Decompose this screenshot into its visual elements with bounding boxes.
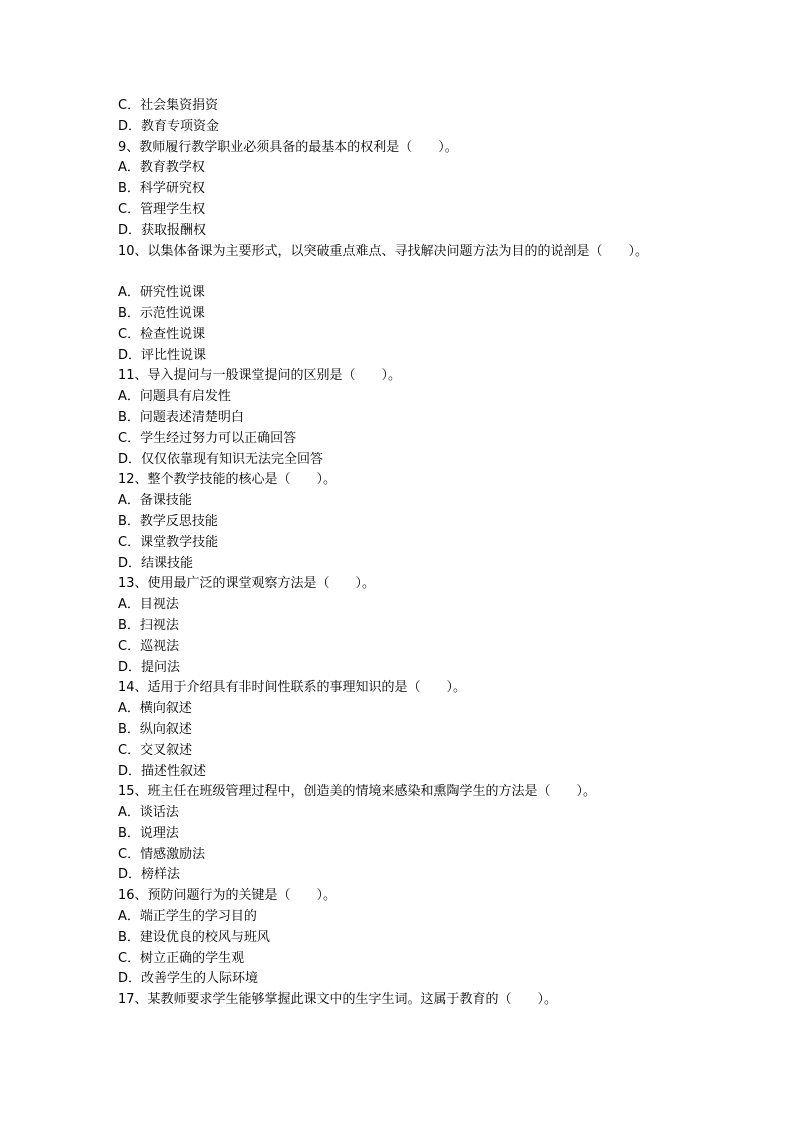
question-stem: 15、班主任在班级管理过程中，创造美的情境来感染和熏陶学生的方法是（ ）。	[118, 784, 597, 800]
answer-option: B．教学反思技能	[118, 513, 218, 529]
answer-option: C．情感激励法	[118, 846, 206, 862]
answer-option: B．扫视法	[118, 617, 179, 633]
answer-option: A．教育教学权	[118, 160, 205, 176]
answer-option: A．备课技能	[118, 493, 192, 509]
answer-option: B．纵向叙述	[118, 721, 192, 737]
question-stem: 17、某教师要求学生能够掌握此课文中的生字生词。这属于教育的（ ）。	[118, 992, 558, 1008]
question-stem: 9、教师履行教学职业必须具备的最基本的权利是（ ）。	[118, 139, 458, 155]
answer-option: A．问题具有启发性	[118, 389, 231, 405]
answer-option: D．提问法	[118, 659, 181, 675]
blank-line	[118, 262, 718, 283]
answer-option: C．巡视法	[118, 638, 180, 654]
answer-option: B．示范性说课	[118, 305, 205, 321]
answer-option: D．获取报酬权	[118, 222, 207, 238]
question-stem: 14、适用于介绍具有非时间性联系的事理知识的是（ ）。	[118, 680, 467, 696]
answer-option: D．描述性叙述	[118, 763, 207, 779]
answer-option: D．结课技能	[118, 555, 194, 571]
answer-option: D．榜样法	[118, 867, 181, 883]
answer-option: D．仅仅依靠现有知识无法完全回答	[118, 451, 324, 467]
answer-option: A．研究性说课	[118, 285, 205, 301]
answer-option: B．说理法	[118, 825, 179, 841]
answer-option: C．树立正确的学生观	[118, 950, 245, 966]
question-stem: 10、以集体备课为主要形式，以突破重点难点、寻找解决问题方法为目的的说剖是（ ）。	[118, 243, 649, 259]
question-stem: 16、预防问题行为的关键是（ ）。	[118, 888, 337, 904]
answer-option: A．目视法	[118, 597, 179, 613]
answer-option: B．科学研究权	[118, 181, 205, 197]
answer-option: B．问题表述清楚明白	[118, 409, 244, 425]
answer-option: C．检查性说课	[118, 326, 206, 342]
answer-option: C．交叉叙述	[118, 742, 193, 758]
answer-option: C．社会集资捐资	[118, 98, 219, 113]
answer-option: D．改善学生的人际环境	[118, 971, 259, 987]
answer-option: D．评比性说课	[118, 347, 207, 363]
question-stem: 12、整个教学技能的核心是（ ）。	[118, 472, 337, 488]
answer-option: A．谈话法	[118, 805, 179, 821]
document-page	[118, 96, 718, 1011]
answer-option: C．课堂教学技能	[118, 534, 219, 550]
answer-option: B．建设优良的校风与班风	[118, 929, 270, 945]
answer-option: D．教育专项资金	[118, 118, 220, 134]
question-stem: 11、导入提问与一般课堂提问的区别是（ ）。	[118, 368, 402, 384]
answer-option: C．管理学生权	[118, 201, 206, 217]
answer-option: C．学生经过努力可以正确回答	[118, 430, 297, 446]
question-stem: 13、使用最广泛的课堂观察方法是（ ）。	[118, 576, 376, 592]
answer-option: A．端正学生的学习目的	[118, 909, 257, 925]
answer-option: A．横向叙述	[118, 701, 192, 717]
